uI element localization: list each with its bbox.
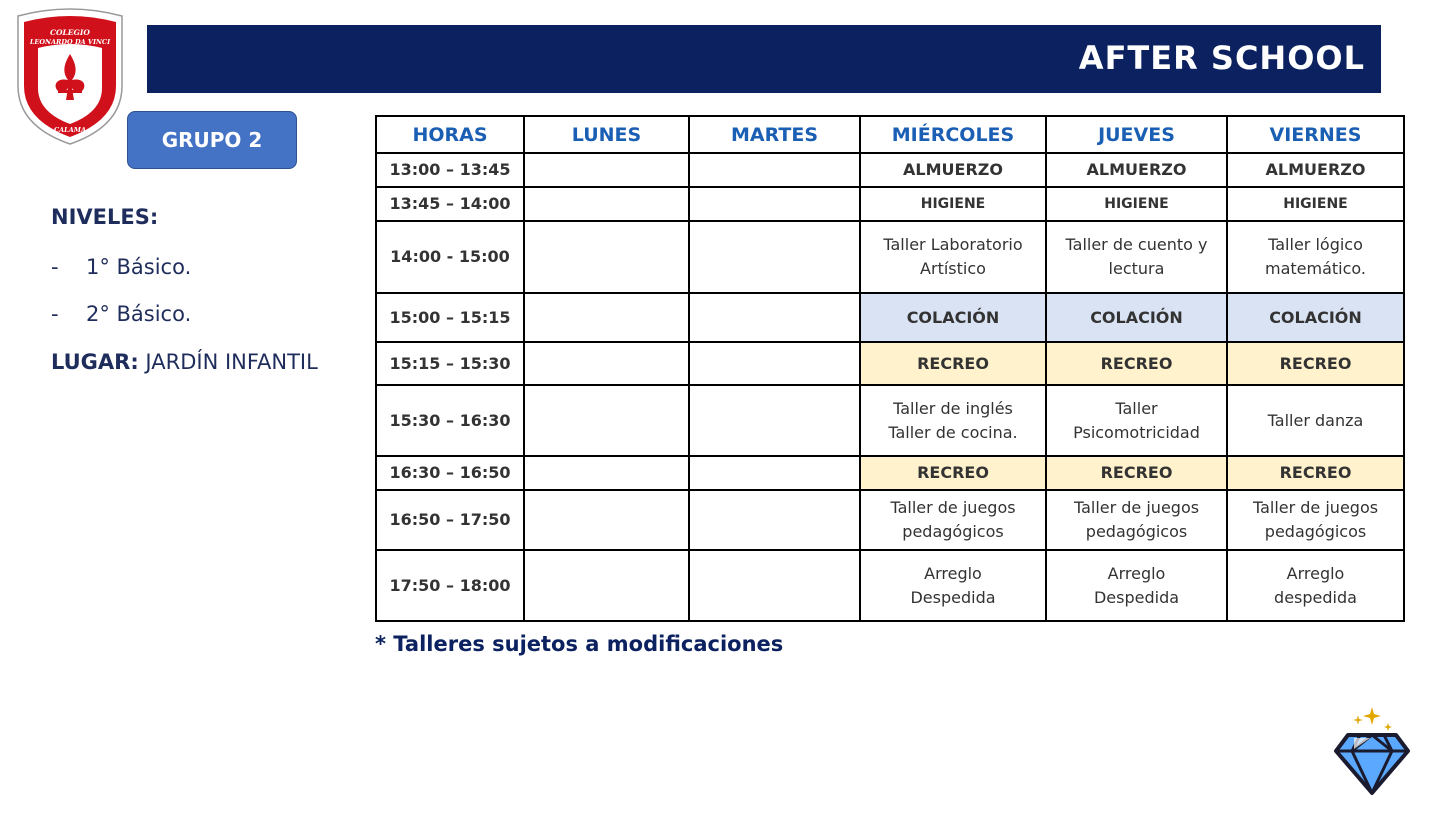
time-cell: 14:00 - 15:00: [376, 221, 524, 293]
table-row: [376, 385, 1404, 456]
school-crest-logo: [12, 8, 128, 148]
activity-cell: [1227, 490, 1404, 550]
activity-line: Taller de cocina.: [888, 422, 1018, 442]
level2-text: 2° Básico.: [85, 302, 192, 326]
time-cell: 16:30 – 16:50: [376, 456, 524, 490]
empty-cell: [524, 187, 689, 221]
activity-line: pedagógicos: [902, 522, 1004, 541]
empty-cell: [524, 293, 689, 342]
recreo-cell: RECREO: [860, 456, 1046, 490]
table-row: [376, 221, 1404, 293]
recreo-cell: RECREO: [1227, 342, 1404, 385]
time-cell: 15:00 – 15:15: [376, 293, 524, 342]
activity-cell: HIGIENE: [1046, 187, 1227, 221]
niveles-label: NIVELES:: [51, 205, 159, 229]
page-title: AFTER SCHOOL: [1078, 39, 1365, 77]
table-row: [376, 187, 1404, 221]
lugar-value: JARDÍN INFANTIL: [138, 350, 318, 374]
level2-dash: -: [51, 302, 59, 326]
activity-cell: [1227, 550, 1404, 621]
empty-cell: [689, 550, 860, 621]
table-row: [376, 550, 1404, 621]
activity-cell: [1227, 221, 1404, 293]
header-lunes: LUNES: [524, 116, 689, 153]
empty-cell: [689, 385, 860, 456]
empty-cell: [689, 153, 860, 187]
activity-line: Arreglo: [1286, 563, 1345, 583]
activity-line: Despedida: [910, 587, 996, 607]
empty-cell: [689, 342, 860, 385]
recreo-cell: RECREO: [1046, 342, 1227, 385]
recreo-cell: RECREO: [860, 342, 1046, 385]
table-header-row: [376, 116, 1404, 153]
header-martes: MARTES: [689, 116, 860, 153]
header-viernes: VIERNES: [1227, 116, 1404, 153]
empty-cell: [524, 550, 689, 621]
table-row: [376, 456, 1404, 490]
activity-line: Artístico: [920, 259, 986, 278]
title-bar: [147, 25, 1381, 93]
activity-line: Despedida: [1093, 587, 1180, 607]
activity-line: lectura: [1108, 259, 1165, 278]
diamond-icon: [1332, 705, 1412, 800]
header-horas: HORAS: [376, 116, 524, 153]
activity-cell: [860, 385, 1046, 456]
empty-cell: [689, 456, 860, 490]
empty-cell: [689, 221, 860, 293]
activity-cell: [1046, 385, 1227, 456]
activity-cell: ALMUERZO: [1046, 153, 1227, 187]
group-button[interactable]: GRUPO 2: [127, 111, 297, 169]
activity-cell: ALMUERZO: [860, 153, 1046, 187]
activity-line: pedagógicos: [1085, 522, 1188, 541]
colacion-cell: COLACIÓN: [1046, 293, 1227, 342]
empty-cell: [689, 490, 860, 550]
activity-cell: [860, 221, 1046, 293]
logo-line1: COLEGIO: [50, 28, 90, 37]
activity-line: Taller de juegos: [1073, 498, 1200, 517]
activity-cell: [860, 550, 1046, 621]
time-cell: 13:45 – 14:00: [376, 187, 524, 221]
activity-cell: [1046, 490, 1227, 550]
empty-cell: [524, 221, 689, 293]
activity-line: pedagógicos: [1264, 522, 1367, 541]
activity-line: Taller de juegos: [1252, 498, 1379, 517]
table-row: [376, 293, 1404, 342]
activity-cell: HIGIENE: [1227, 187, 1404, 221]
activity-cell: [860, 490, 1046, 550]
activity-cell: [1046, 221, 1227, 293]
time-cell: 15:30 – 16:30: [376, 385, 524, 456]
empty-cell: [524, 490, 689, 550]
recreo-cell: RECREO: [1227, 456, 1404, 490]
schedule-table: [375, 115, 1405, 622]
activity-line: Taller: [1115, 398, 1158, 418]
activity-line: Psicomotricidad: [1073, 422, 1200, 442]
activity-line: Taller de juegos: [890, 498, 1016, 517]
empty-cell: [689, 187, 860, 221]
activity-line: Arreglo: [924, 563, 982, 583]
activity-cell: ALMUERZO: [1227, 153, 1404, 187]
header-miercoles: MIÉRCOLES: [860, 116, 1046, 153]
footnote: * Talleres sujetos a modificaciones: [375, 632, 784, 656]
logo-line2: LEONARDO DA VINCI: [29, 38, 111, 46]
activity-line: Taller de cuento y: [1065, 235, 1208, 254]
level1-text: 1° Básico.: [85, 255, 192, 279]
time-cell: 15:15 – 15:30: [376, 342, 524, 385]
logo-bottom: CALAMA: [53, 126, 87, 134]
time-cell: 17:50 – 18:00: [376, 550, 524, 621]
empty-cell: [524, 342, 689, 385]
table-row: [376, 153, 1404, 187]
empty-cell: [524, 456, 689, 490]
empty-cell: [524, 153, 689, 187]
activity-cell: [1046, 550, 1227, 621]
activity-line: Taller lógico: [1268, 235, 1363, 254]
time-cell: 13:00 – 13:45: [376, 153, 524, 187]
activity-line: despedida: [1274, 587, 1357, 607]
header-jueves: JUEVES: [1046, 116, 1227, 153]
activity-line: Taller Laboratorio: [883, 235, 1023, 254]
colacion-cell: COLACIÓN: [860, 293, 1046, 342]
lugar-label: LUGAR:: [51, 350, 139, 374]
recreo-cell: RECREO: [1046, 456, 1227, 490]
activity-cell: HIGIENE: [860, 187, 1046, 221]
activity-line: Arreglo: [1107, 563, 1166, 583]
table-row: [376, 342, 1404, 385]
level1-dash: -: [51, 255, 59, 279]
table-row: [376, 490, 1404, 550]
activity-line: Taller de inglés: [893, 398, 1013, 418]
empty-cell: [524, 385, 689, 456]
activity-cell: Taller danza: [1227, 385, 1404, 456]
time-cell: 16:50 – 17:50: [376, 490, 524, 550]
empty-cell: [689, 293, 860, 342]
colacion-cell: COLACIÓN: [1227, 293, 1404, 342]
activity-line: matemático.: [1264, 259, 1366, 278]
